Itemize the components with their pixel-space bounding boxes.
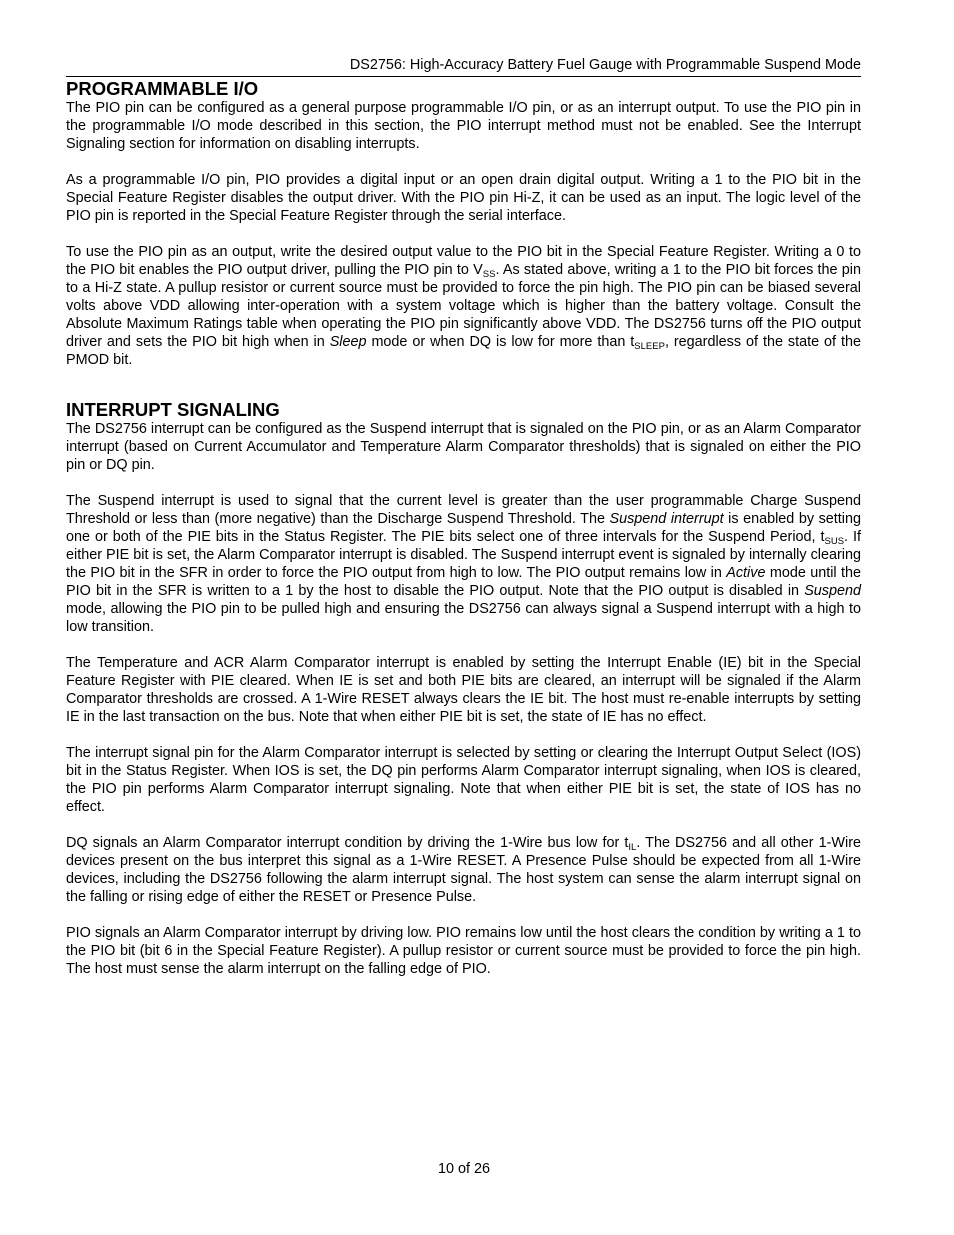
text-run: is enabled by setting one or both of the PIE bits in the Status Register. The PIE bits select one of three intervals for the Suspend Period, t <box>66 511 861 545</box>
paragraph <box>66 492 861 636</box>
text-run: . The DS2756 and all other 1-Wire devices present on the bus interpret this signal as a 1-Wire RESET. A Presence Pulse should be expected from all 1-Wire devices, including the DS2756 following the alarm interrupt signal. The host system can sense the alarm interrupt signal on the falling or rising edge of either the RESET or Presence Pulse. <box>66 835 861 905</box>
paragraph <box>66 834 861 906</box>
paragraph <box>66 243 861 369</box>
document-header: DS2756: High-Accuracy Battery Fuel Gauge with Programmable Suspend Mode <box>349 57 861 73</box>
text-run: mode or when DQ is low for more than t <box>366 334 635 350</box>
paragraph: The interrupt signal pin for the Alarm Comparator interrupt is selected by setting or clearing the Interrupt Output Select (IOS) bit in the Status Register. When IOS is set, the DQ pin performs Alarm Comparator interrupt signaling, when IOS is cleared, the PIO pin performs Alarm Comparator interrupt signaling. Note that when either PIE bit is set, the state of IOS has no effect. <box>66 745 861 815</box>
paragraph: The Temperature and ACR Alarm Comparator interrupt is enabled by setting the Interrupt Enable (IE) bit in the Special Feature Register with PIE cleared. When IE is set and both PIE bits are cleared, an interrupt will be signaled if the Alarm Comparator thresholds are crossed. A 1-Wire RESET always clears the IE bit. The host must re-enable interrupts by setting IE in the last transaction on the bus. Note that when either PIE bit is set, the state of IE has no effect. <box>66 655 861 725</box>
text-run: To use the PIO pin as an output, write the desired output value to the PIO bit in the Special Feature Register. Writing a 0 to the PIO bit enables the PIO output driver, pulling the PIO pin to V <box>66 244 861 278</box>
emphasis: Suspend interrupt <box>609 511 724 527</box>
subscript: IL <box>628 842 637 853</box>
text-run: mode until the PIO bit in the SFR is written to a 1 by the host to disable the PIO output. Note that the PIO output is disabled in <box>66 565 861 599</box>
paragraph: As a programmable I/O pin, PIO provides a digital input or an open drain digital output. Writing a 1 to the PIO bit in the Special Feature Register disables the output driver. With the PIO pin Hi-Z, it can be used as an input. The logic level of the PIO pin is reported in the Special Feature Register through the serial interface. <box>66 172 861 224</box>
section-heading-programmable-io: PROGRAMMABLE I/O <box>66 78 259 99</box>
subscript: SS <box>482 269 496 280</box>
section-heading-interrupt-signaling: INTERRUPT SIGNALING <box>66 399 280 420</box>
paragraph: The PIO pin can be configured as a general purpose programmable I/O pin, or as an interrupt output. To use the PIO pin in the programmable I/O mode described in this section, the PIO interrupt method must not be enabled. See the Interrupt Signaling section for information on disabling interrupts. <box>66 100 861 152</box>
page-number: 10 of 26 <box>437 1161 490 1177</box>
text-run: . As stated above, writing a 1 to the PIO bit forces the pin to a Hi-Z state. A pullup resistor or current source must be provided to force the pin high. The PIO pin can be biased several volts above VDD allowing inter-operation with a system voltage which is higher than the battery voltage. Consult the Absolute Maximum Ratings table when operating the PIO pin significantly above VDD. The DS2756 turns off the PIO output driver and sets the PIO bit high when in <box>66 262 861 350</box>
subscript: SUS <box>824 536 845 547</box>
paragraph: The DS2756 interrupt can be configured as the Suspend interrupt that is signaled on the PIO pin, or as an Alarm Comparator interrupt (based on Current Accumulator and Temperature Alarm Comparator thresholds) that is signaled on either the PIO pin or DQ pin. <box>66 421 861 473</box>
text-run: . If either PIE bit is set, the Alarm Comparator interrupt is disabled. The Suspend interrupt event is signaled by internally clearing the PIO bit in the SFR in order to force the PIO output from high to low. The PIO output remains low in <box>66 529 861 581</box>
page-content <box>66 78 861 996</box>
subscript: SLEEP <box>634 341 665 352</box>
header-rule <box>66 76 861 77</box>
emphasis: Active <box>726 565 766 581</box>
text-run: DQ signals an Alarm Comparator interrupt condition by driving the 1-Wire bus low for t <box>66 835 629 851</box>
emphasis: Sleep <box>329 334 367 350</box>
emphasis: Suspend <box>804 583 861 599</box>
text-run: , regardless of the state of the PMOD bit. <box>66 334 861 368</box>
text-run: mode, allowing the PIO pin to be pulled high and ensuring the DS2756 can always signal a Suspend interrupt with a high to low transition. <box>66 601 861 635</box>
paragraph: PIO signals an Alarm Comparator interrupt by driving low. PIO remains low until the host clears the condition by writing a 1 to the PIO bit (bit 6 in the Special Feature Register). A pullup resistor or current source must be provided to force the pin high. The host must sense the alarm interrupt on the falling edge of PIO. <box>66 925 861 977</box>
text-run: The Suspend interrupt is used to signal that the current level is greater than the user programmable Charge Suspend Threshold or less than (more negative) than the Discharge Suspend Threshold. The <box>66 493 861 527</box>
